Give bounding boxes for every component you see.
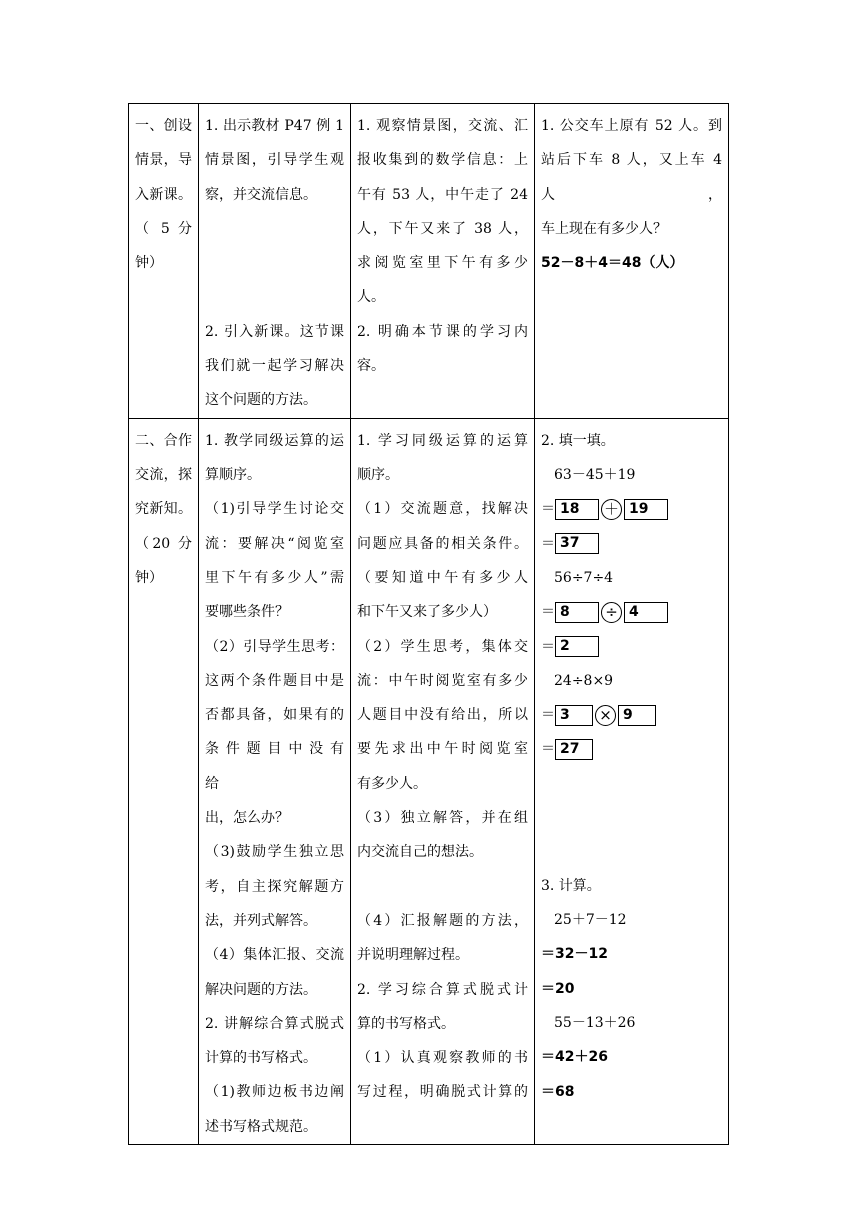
teacher-line: 2. 讲解综合算式脱式 xyxy=(205,1015,344,1032)
fill-expression: 63－45＋19 xyxy=(554,467,636,484)
student-line: 2. 学习综合算式脱式计 xyxy=(357,981,528,998)
student-line: （要知道中午有多少人 xyxy=(357,569,528,586)
student-line: （1）认真观察教师的书 xyxy=(357,1050,528,1067)
stage-line: 一、创设 xyxy=(135,118,192,134)
fill-box: 18 xyxy=(555,499,599,520)
student-line: 1. 观察情景图，交流、汇 xyxy=(357,118,528,134)
teacher-line: （4）集体汇报、交流 xyxy=(205,947,344,964)
stage-line: 二、合作 xyxy=(135,432,192,449)
fill-step: ＝ 18 ＋ 19 xyxy=(541,492,722,526)
fill-result: ＝ 27 xyxy=(541,732,722,766)
teacher-line: 察，并交流信息。 xyxy=(205,186,317,203)
student-activity-cell-1 xyxy=(351,104,535,419)
stage-line: （20 分 xyxy=(135,535,192,552)
fill-expression: 24÷8×9 xyxy=(554,672,614,689)
teacher-line: 我们就一起学习解决 xyxy=(205,358,344,375)
teacher-line: 这两个条件题目中是 xyxy=(205,672,344,689)
exercise-line: 站后下车 8 人，又上车 4 人， xyxy=(541,152,722,203)
student-line: 求阅览室里下午有多少 xyxy=(357,255,528,272)
teacher-line: 这个问题的方法。 xyxy=(205,392,317,409)
student-line: （3）独立解答，并在组 xyxy=(357,810,528,827)
student-line: 有多少人。 xyxy=(357,775,427,792)
student-line: 写过程，明确脱式计算的 xyxy=(357,1084,528,1101)
student-line: 人题目中没有给出，所以 xyxy=(357,707,528,724)
stage-cell-2 xyxy=(129,418,199,1144)
student-line: 人。 xyxy=(357,289,385,306)
exercise-line: 车上现在有多少人？ xyxy=(541,220,667,237)
calc-expression: 25＋7－12 xyxy=(554,912,627,929)
teacher-activity-cell-1 xyxy=(199,104,351,419)
teacher-line: 法，并列式解答。 xyxy=(205,912,317,929)
student-line: 流：中午时阅览室有多少 xyxy=(357,672,528,689)
fill-step: ＝ 8 ÷ 4 xyxy=(541,595,722,629)
fill-title: 2. 填一填。 xyxy=(541,432,615,449)
teacher-line: 否都具备，如果有的 xyxy=(205,707,344,724)
calc-step: ＝32－12 xyxy=(541,946,608,963)
teacher-line: 要哪些条件？ xyxy=(205,604,289,621)
fill-box: 37 xyxy=(555,533,599,554)
table-row-stage-2 xyxy=(129,418,729,1144)
teacher-line: 条 件 题 目 中 没 有 给 xyxy=(205,741,344,792)
stage-line: 究新知。 xyxy=(135,501,192,518)
fill-expression: 56÷7÷4 xyxy=(554,569,614,586)
student-line: 2. 明确本节课的学习内 xyxy=(357,323,528,340)
teacher-line: 1. 教学同级运算的运 xyxy=(205,432,344,449)
stage-line: 入新课。 xyxy=(135,186,192,203)
fill-box: 9 xyxy=(618,705,656,726)
multiply-operator-icon: × xyxy=(595,705,616,726)
teacher-line: 出，怎么办？ xyxy=(205,810,289,827)
fill-box: 3 xyxy=(555,705,593,726)
calc-title: 3. 计算。 xyxy=(541,877,601,894)
student-line: 问题应具备的相关条件。 xyxy=(357,535,528,552)
exercise-line: 1. 公交车上原有 52 人。到 xyxy=(541,118,722,134)
divide-operator-icon: ÷ xyxy=(601,602,622,623)
student-line: 要先求出中午时阅览室 xyxy=(357,741,528,758)
fill-box: 2 xyxy=(555,636,599,657)
stage-line: 交流，探 xyxy=(135,467,192,484)
student-line: 午有 53 人，中午走了 24 xyxy=(357,186,528,203)
calc-step: ＝42＋26 xyxy=(541,1049,608,1066)
student-line: 算的书写格式。 xyxy=(357,1015,455,1032)
stage-cell-1 xyxy=(129,104,199,419)
fill-box: 19 xyxy=(624,499,668,520)
fill-result: ＝ 37 xyxy=(541,527,722,561)
teacher-line: （3)鼓励学生独立思 xyxy=(205,844,344,861)
student-line: （4）汇报解题的方法， xyxy=(357,912,528,929)
teacher-line: 解决问题的方法。 xyxy=(205,981,317,998)
exercise-cell-1 xyxy=(535,104,729,419)
calc-step: ＝68 xyxy=(541,1083,575,1100)
fill-result: ＝ 2 xyxy=(541,630,722,664)
teacher-line: 述书写格式规范。 xyxy=(205,1118,317,1135)
teacher-line: 里下午有多少人”需 xyxy=(205,569,344,586)
student-activity-cell-2 xyxy=(351,418,535,1144)
teacher-line: 考，自主探究解题方 xyxy=(205,878,344,895)
fill-box: 4 xyxy=(624,602,668,623)
student-line: 报收集到的数学信息：上 xyxy=(357,152,528,169)
stage-line: 情景，导 xyxy=(135,152,192,169)
fill-box: 8 xyxy=(555,602,599,623)
student-line: 人，下午又来了 38 人， xyxy=(357,220,528,237)
stage-line: （ 5 分 xyxy=(135,220,192,237)
table-row-stage-1 xyxy=(129,104,729,419)
teacher-line: （1)引导学生讨论交 xyxy=(205,501,344,518)
teacher-line: （1)教师边板书边阐 xyxy=(205,1084,344,1101)
lesson-plan-table xyxy=(128,103,729,1145)
student-line: 顺序。 xyxy=(357,467,399,484)
student-line: （2）学生思考，集体交 xyxy=(357,638,528,655)
fill-step: ＝ 3 × 9 xyxy=(541,698,722,732)
student-line xyxy=(357,870,528,904)
student-line: 容。 xyxy=(357,358,385,375)
teacher-line: 算顺序。 xyxy=(205,467,261,484)
teacher-line: 情景图，引导学生观 xyxy=(205,152,344,169)
teacher-line: 计算的书写格式。 xyxy=(205,1050,317,1067)
teacher-activity-cell-2 xyxy=(199,418,351,1144)
student-line: 1. 学习同级运算的运算 xyxy=(357,432,528,449)
calc-expression: 55－13＋26 xyxy=(554,1014,636,1031)
teacher-line: 流：要解决“阅览室 xyxy=(205,535,344,552)
student-line: 和下午又来了多少人） xyxy=(357,604,497,621)
stage-line: 钟） xyxy=(135,569,163,586)
exercise-cell-2 xyxy=(535,418,729,1144)
exercise-answer: 52－8＋4＝48（人） xyxy=(541,255,684,272)
calc-step: ＝20 xyxy=(541,980,575,997)
plus-operator-icon: ＋ xyxy=(601,499,622,520)
stage-line: 钟） xyxy=(135,255,163,272)
student-line: 内交流自己的想法。 xyxy=(357,844,483,861)
student-line: （1）交流题意，找解决 xyxy=(357,501,528,518)
student-line: 并说明理解过程。 xyxy=(357,947,469,964)
teacher-line: 1. 出示教材 P47 例 1 xyxy=(205,118,344,134)
teacher-line: （2）引导学生思考： xyxy=(205,638,344,655)
teacher-line: 2. 引入新课。这节课 xyxy=(205,323,344,340)
fill-box: 27 xyxy=(555,739,593,760)
